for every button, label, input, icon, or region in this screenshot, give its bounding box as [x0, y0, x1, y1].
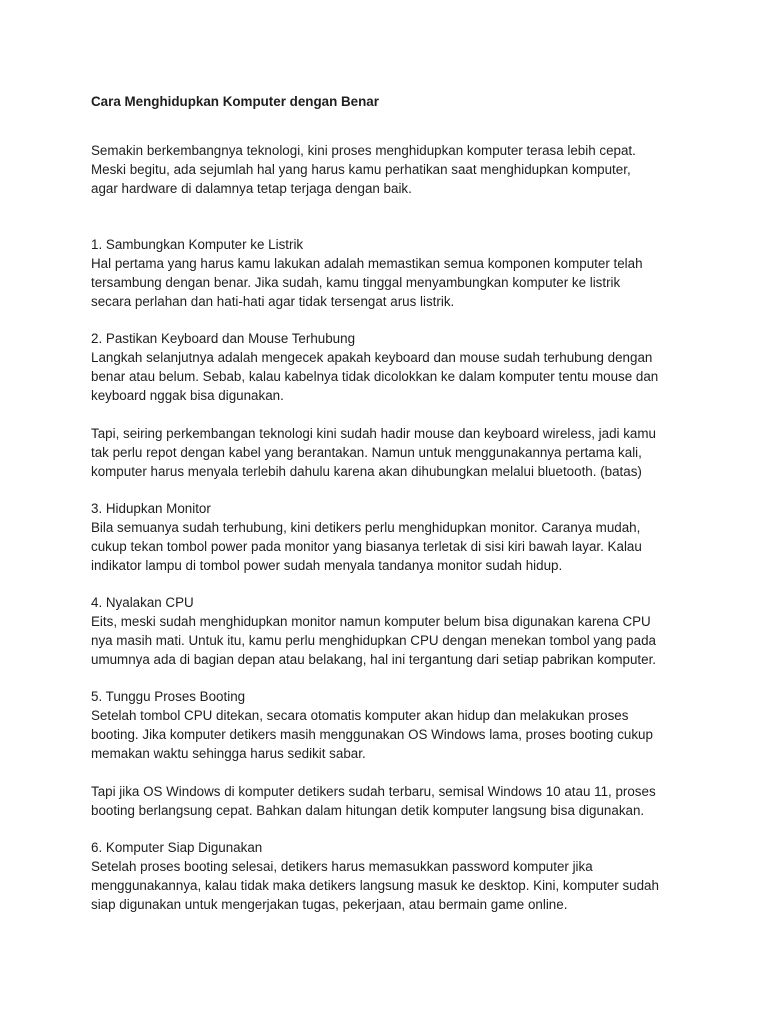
section-4: [91, 593, 691, 669]
section-paragraph: Langkah selanjutnya adalah mengecek apakah keyboard dan mouse sudah terhubung dengan benar atau belum. Sebab, kalau kabelnya tidak dicolokkan ke dalam komputer tentu mouse dan keyboard nggak bisa digunakan.: [91, 350, 659, 403]
section-5: [91, 687, 691, 820]
section-heading: 4. Nyalakan CPU: [91, 595, 194, 610]
section-paragraph: Setelah proses booting selesai, detikers harus memasukkan password komputer jika menggunakannya, kalau tidak maka detikers langsung masuk ke desktop. Kini, komputer sudah siap digunakan untuk mengerjakan tugas, pekerjaan, atau bermain game online.: [91, 859, 659, 912]
document-body: [91, 92, 691, 914]
section-3: [91, 499, 691, 575]
section-heading: 1. Sambungkan Komputer ke Listrik: [91, 237, 304, 252]
section-heading: 5. Tunggu Proses Booting: [91, 689, 246, 704]
section-paragraph: Hal pertama yang harus kamu lakukan adalah memastikan semua komponen komputer telah tersambung dengan benar. Jika sudah, kamu tinggal menyambungkan komputer ke listrik secara perlahan dan hati-hati agar tidak tersengat arus listrik.: [91, 256, 643, 309]
section-heading: 3. Hidupkan Monitor: [91, 501, 211, 516]
section-1: [91, 235, 691, 311]
section-paragraph: Setelah tombol CPU ditekan, secara otomatis komputer akan hidup dan melakukan proses booting. Jika komputer detikers masih menggunakan OS Windows lama, proses booting cukup memakan waktu sehingga harus sedikit sabar.: [91, 708, 653, 761]
section-2: [91, 329, 691, 481]
section-paragraph: Bila semuanya sudah terhubung, kini detikers perlu menghidupkan monitor. Caranya mudah, cukup tekan tombol power pada monitor yang biasanya terletak di sisi kiri bawah layar. Kalau indikator lampu di tombol power sudah menyala tandanya monitor sudah hidup.: [91, 520, 642, 573]
section-6: [91, 838, 691, 914]
document-title: Cara Menghidupkan Komputer dengan Benar: [91, 94, 379, 109]
section-heading: 6. Komputer Siap Digunakan: [91, 840, 263, 855]
section-paragraph: Eits, meski sudah menghidupkan monitor namun komputer belum bisa digunakan karena CPU nya masih mati. Untuk itu, kamu perlu menghidupkan CPU dengan menekan tombol yang pada umumnya ada di bagian depan atau belakang, hal ini tergantung dari setiap pabrikan komputer.: [91, 614, 657, 667]
section-heading: 2. Pastikan Keyboard dan Mouse Terhubung: [91, 331, 356, 346]
section-paragraph: Tapi, seiring perkembangan teknologi kini sudah hadir mouse dan keyboard wireless, jadi kamu tak perlu repot dengan kabel yang berantakan. Namun untuk menggunakannya pertama kali, komputer harus menyala terlebih dahulu karena akan dihubungkan melalui bluetooth. (batas): [91, 426, 656, 479]
section-paragraph: Tapi jika OS Windows di komputer detikers sudah terbaru, semisal Windows 10 atau 11, proses booting berlangsung cepat. Bahkan dalam hitungan detik komputer langsung bisa digunakan.: [91, 784, 656, 818]
intro-paragraph: Semakin berkembangnya teknologi, kini proses menghidupkan komputer terasa lebih cepat. Meski begitu, ada sejumlah hal yang harus kamu perhatikan saat menghidupkan komputer, agar hardware di dalamnya tetap terjaga dengan baik.: [91, 143, 636, 196]
